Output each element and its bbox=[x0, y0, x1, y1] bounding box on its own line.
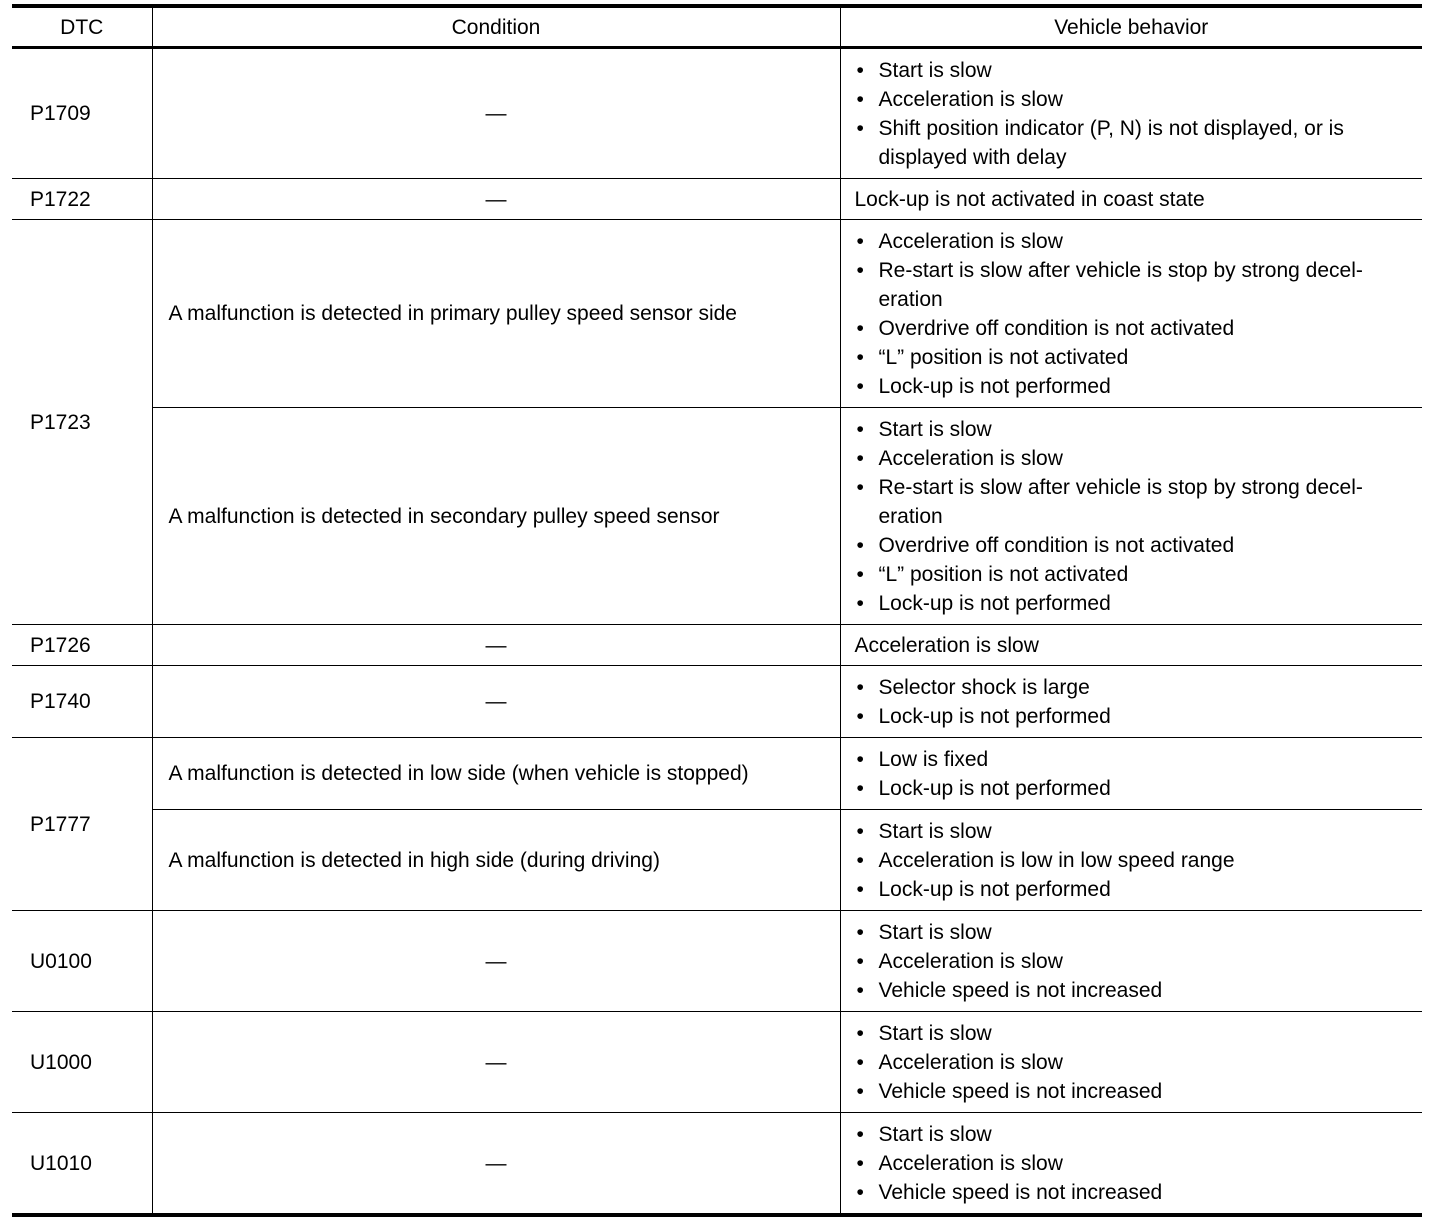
behavior-item: • Vehicle speed is not increased bbox=[855, 976, 1409, 1005]
behavior-item: • Lock-up is not performed bbox=[855, 774, 1409, 803]
behavior-list bbox=[855, 56, 1409, 172]
behavior-item: • Acceleration is slow bbox=[855, 444, 1409, 473]
behavior-item: • Re-start is slow after vehicle is stop by strong decel-eration bbox=[855, 256, 1409, 314]
condition-cell bbox=[152, 1012, 840, 1113]
dtc-code: P1726 bbox=[12, 625, 152, 666]
behavior-item: • Low is fixed bbox=[855, 745, 1409, 774]
behavior-list bbox=[855, 918, 1409, 1005]
behavior-item: • Lock-up is not performed bbox=[855, 875, 1409, 904]
behavior-list bbox=[855, 415, 1409, 618]
dtc-code: P1777 bbox=[12, 738, 152, 911]
condition-cell bbox=[152, 48, 840, 179]
behavior-item: • Overdrive off condition is not activated bbox=[855, 314, 1409, 343]
condition-cell bbox=[152, 911, 840, 1012]
condition-dash: — bbox=[485, 633, 507, 657]
behavior-item: • “L” position is not activated bbox=[855, 343, 1409, 372]
behavior-list bbox=[855, 1120, 1409, 1207]
behavior-list bbox=[855, 227, 1409, 401]
dtc-code: P1723 bbox=[12, 220, 152, 625]
behavior-cell: Acceleration is slow bbox=[840, 625, 1422, 666]
behavior-item: • Acceleration is slow bbox=[855, 1149, 1409, 1178]
dtc-behavior-table bbox=[12, 4, 1422, 1217]
header-condition: Condition bbox=[152, 6, 840, 48]
table-row bbox=[12, 625, 1422, 666]
behavior-item: • Acceleration is slow bbox=[855, 1048, 1409, 1077]
dtc-code: P1709 bbox=[12, 48, 152, 179]
header-vehicle-behavior: Vehicle behavior bbox=[840, 6, 1422, 48]
table-row bbox=[12, 220, 1422, 408]
behavior-list bbox=[855, 745, 1409, 803]
behavior-item: • Start is slow bbox=[855, 817, 1409, 846]
behavior-item: • Selector shock is large bbox=[855, 673, 1409, 702]
table-row bbox=[12, 179, 1422, 220]
table-row bbox=[12, 48, 1422, 179]
condition-cell: A malfunction is detected in primary pulley speed sensor side bbox=[152, 220, 840, 408]
dtc-code: U1010 bbox=[12, 1113, 152, 1216]
condition-cell bbox=[152, 666, 840, 738]
condition-dash: — bbox=[485, 1151, 507, 1175]
behavior-item: • Shift position indicator (P, N) is not displayed, or is displayed with delay bbox=[855, 114, 1409, 172]
header-row bbox=[12, 6, 1422, 48]
behavior-item: • Acceleration is low in low speed range bbox=[855, 846, 1409, 875]
behavior-cell bbox=[840, 220, 1422, 408]
behavior-item: • Lock-up is not performed bbox=[855, 372, 1409, 401]
behavior-list bbox=[855, 1019, 1409, 1106]
behavior-item: • Overdrive off condition is not activated bbox=[855, 531, 1409, 560]
behavior-list bbox=[855, 817, 1409, 904]
condition-cell: A malfunction is detected in low side (when vehicle is stopped) bbox=[152, 738, 840, 810]
behavior-item: • Start is slow bbox=[855, 1019, 1409, 1048]
behavior-item: • Vehicle speed is not increased bbox=[855, 1077, 1409, 1106]
condition-cell: A malfunction is detected in secondary pulley speed sensor bbox=[152, 408, 840, 625]
behavior-cell bbox=[840, 1113, 1422, 1216]
table-row bbox=[12, 738, 1422, 810]
behavior-item: • Lock-up is not performed bbox=[855, 702, 1409, 731]
condition-dash: — bbox=[485, 1050, 507, 1074]
behavior-cell bbox=[840, 666, 1422, 738]
dtc-code: P1740 bbox=[12, 666, 152, 738]
behavior-item: • Start is slow bbox=[855, 1120, 1409, 1149]
behavior-cell bbox=[840, 48, 1422, 179]
behavior-list bbox=[855, 673, 1409, 731]
condition-cell: A malfunction is detected in high side (during driving) bbox=[152, 810, 840, 911]
table-row bbox=[12, 408, 1422, 625]
behavior-item: • “L” position is not activated bbox=[855, 560, 1409, 589]
behavior-cell bbox=[840, 408, 1422, 625]
dtc-code: U0100 bbox=[12, 911, 152, 1012]
condition-cell bbox=[152, 1113, 840, 1216]
dtc-code: U1000 bbox=[12, 1012, 152, 1113]
behavior-item: • Re-start is slow after vehicle is stop by strong decel-eration bbox=[855, 473, 1409, 531]
header-dtc: DTC bbox=[12, 6, 152, 48]
behavior-item: • Acceleration is slow bbox=[855, 947, 1409, 976]
condition-dash: — bbox=[485, 949, 507, 973]
behavior-item: • Start is slow bbox=[855, 918, 1409, 947]
condition-cell bbox=[152, 625, 840, 666]
behavior-item: • Acceleration is slow bbox=[855, 227, 1409, 256]
condition-dash: — bbox=[485, 102, 507, 125]
behavior-cell bbox=[840, 810, 1422, 911]
table-row bbox=[12, 1012, 1422, 1113]
behavior-item: • Lock-up is not performed bbox=[855, 589, 1409, 618]
condition-cell bbox=[152, 179, 840, 220]
condition-dash: — bbox=[485, 187, 507, 211]
behavior-item: • Vehicle speed is not increased bbox=[855, 1178, 1409, 1207]
behavior-cell bbox=[840, 738, 1422, 810]
table-row bbox=[12, 810, 1422, 911]
behavior-cell bbox=[840, 1012, 1422, 1113]
dtc-code: P1722 bbox=[12, 179, 152, 220]
condition-dash: — bbox=[485, 690, 507, 713]
table-row bbox=[12, 1113, 1422, 1216]
behavior-cell: Lock-up is not activated in coast state bbox=[840, 179, 1422, 220]
behavior-item: • Acceleration is slow bbox=[855, 85, 1409, 114]
table-row bbox=[12, 666, 1422, 738]
table-row bbox=[12, 911, 1422, 1012]
behavior-item: • Start is slow bbox=[855, 415, 1409, 444]
behavior-cell bbox=[840, 911, 1422, 1012]
behavior-item: • Start is slow bbox=[855, 56, 1409, 85]
